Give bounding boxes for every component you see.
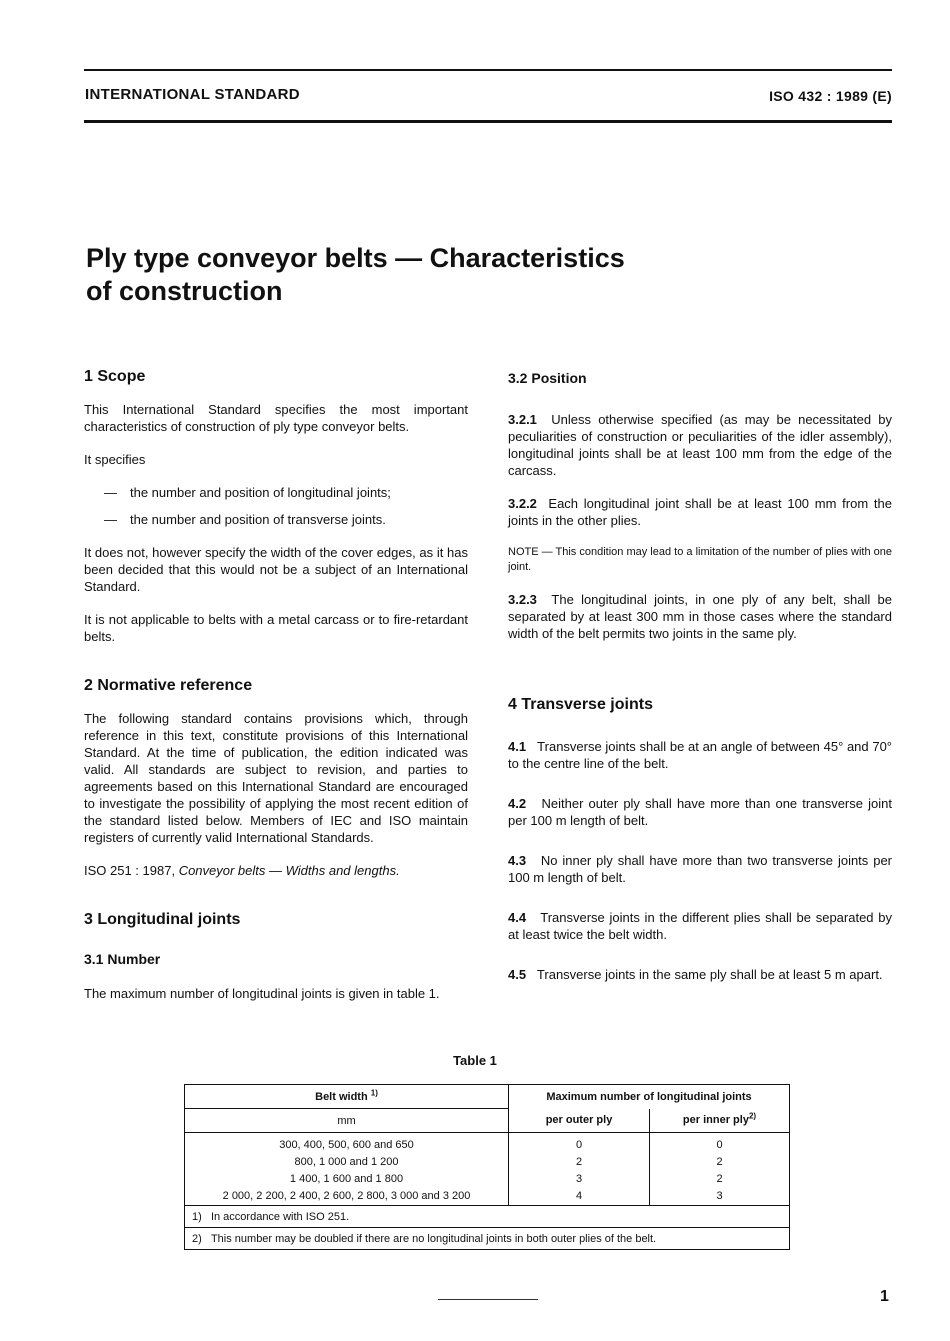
header-left: INTERNATIONAL STANDARD [85,86,300,103]
clause-3-2-3: 3.2.3 The longitudinal joints, in one ply of any belt, shall be separated by at least 300 mm in those cases where the standard width of the belt permits two joints in the same ply. [508,592,892,641]
title-line2: of construction [86,276,283,306]
clause-4-2: 4.2 Neither outer ply shall have more than one transverse joint per 100 m length of belt. [508,796,892,828]
normative-p1: The following standard contains provisions which, through reference in this text, constitute provisions of this International Standard. At the time of publication, the edition indicated was valid. All standards are subject to revision, and parties to agreements based on this International Standard are encouraged to investigate the possibility of applying the most recent edition of the standard listed below. Members of IEC and ISO maintain registers of currently valid International Standards. [84,711,468,845]
number-text: The maximum number of longitudinal joints is given in table 1. [84,986,440,1001]
clause-4-4: 4.4 Transverse joints in the different plies shall be separated by at least twice the belt width. [508,910,892,942]
scope-item-1: — the number and position of longitudinal joints; [104,485,391,500]
table-col-inner [650,1133,790,1206]
scope-p1: This International Standard specifies the most important characteristics of construction of ply type conveyor belts. [84,402,468,434]
scope-p3: It does not, however specify the width of the cover edges, as it has been decided that this would not be a subject of an International Standard. [84,545,468,594]
clause-4-3: 4.3 No inner ply shall have more than two transverse joints per 100 m length of belt. [508,853,892,885]
row-3-width: 1 400, 1 600 and 1 800 [289,1173,404,1185]
transverse-heading: 4 Transverse joints [508,696,653,713]
row-2-inner: 2 [716,1156,723,1168]
scope-heading: 1 Scope [84,368,146,385]
scope-item-2: — the number and position of transverse joints. [104,512,386,527]
row-1-width: 300, 400, 500, 600 and 650 [279,1139,414,1151]
table-col-width [185,1133,509,1206]
footnote-2: 2) This number may be doubled if there are no longitudinal joints in both outer plies of the belt. [185,1228,790,1250]
scope-section [84,401,468,645]
scope-p2: It specifies [84,452,146,467]
clause-3-2-1: 3.2.1 Unless otherwise specified (as may be necessitated by peculiarities of construction or peculiarities of the idler assembly), longitudinal joints shall be at least 100 mm from the edge of the carcass. [508,412,892,478]
row-3-outer: 3 [575,1173,583,1185]
th-inner: per inner ply$^{2)}$ [650,1109,790,1133]
number-heading: 3.1 Number [84,951,161,967]
footer-rule [438,1299,538,1300]
th-outer: per outer ply [509,1109,650,1133]
row-3-inner: 2 [716,1173,723,1185]
table-caption: Table 1 [453,1053,497,1068]
header-top-rule [84,69,892,71]
position-heading: 3.2 Position [508,370,587,386]
normative-heading: 2 Normative reference [84,677,253,694]
th-belt-width: Belt width $^{1)}$ [185,1085,509,1109]
th-max-joints: Maximum number of longitudinal joints [509,1085,790,1109]
header-right: ISO 432 : 1989 (E) [769,88,892,104]
th-unit: mm [185,1109,509,1133]
position-section [508,411,892,642]
table-1 [184,1084,790,1250]
normative-ref: ISO 251 : 1987, Conveyor belts — Widths and lengths. [84,863,400,878]
footnote-1: 1) In accordance with ISO 251. [185,1206,790,1228]
row-2-outer: 2 [575,1156,583,1168]
row-1-inner: 0 [716,1139,723,1151]
clause-4-5: 4.5 Transverse joints in the same ply shall be at least 5 m apart. [508,967,883,982]
row-4-outer: 4 [575,1190,583,1202]
longitudinal-heading: 3 Longitudinal joints [84,911,241,928]
title-line1: Ply type conveyor belts — Characteristics [86,243,625,273]
row-4-inner: 3 [716,1190,723,1202]
clause-3-2-2: 3.2.2 Each longitudinal joint shall be at least 100 mm from the joints in the other plies. [508,496,892,528]
clause-4-1: 4.1 Transverse joints shall be at an angle of between 45° and 70° to the centre line of the belt. [508,739,893,771]
row-4-width: 2 000, 2 200, 2 400, 2 600, 2 800, 3 000 and 3 200 [222,1190,471,1202]
scope-p4: It is not applicable to belts with a metal carcass or to fire-retardant belts. [84,612,468,644]
header-bottom-rule [84,120,892,123]
table-col-outer [509,1133,650,1206]
clause-note: NOTE — This condition may lead to a limitation of the number of plies with one joint. [508,546,892,573]
normative-section [84,710,468,879]
row-2-width: 800, 1 000 and 1 200 [294,1156,399,1168]
row-1-outer: 0 [575,1139,583,1151]
transverse-section [508,738,892,983]
page-title [86,242,625,308]
page-number: 1 [880,1288,889,1305]
